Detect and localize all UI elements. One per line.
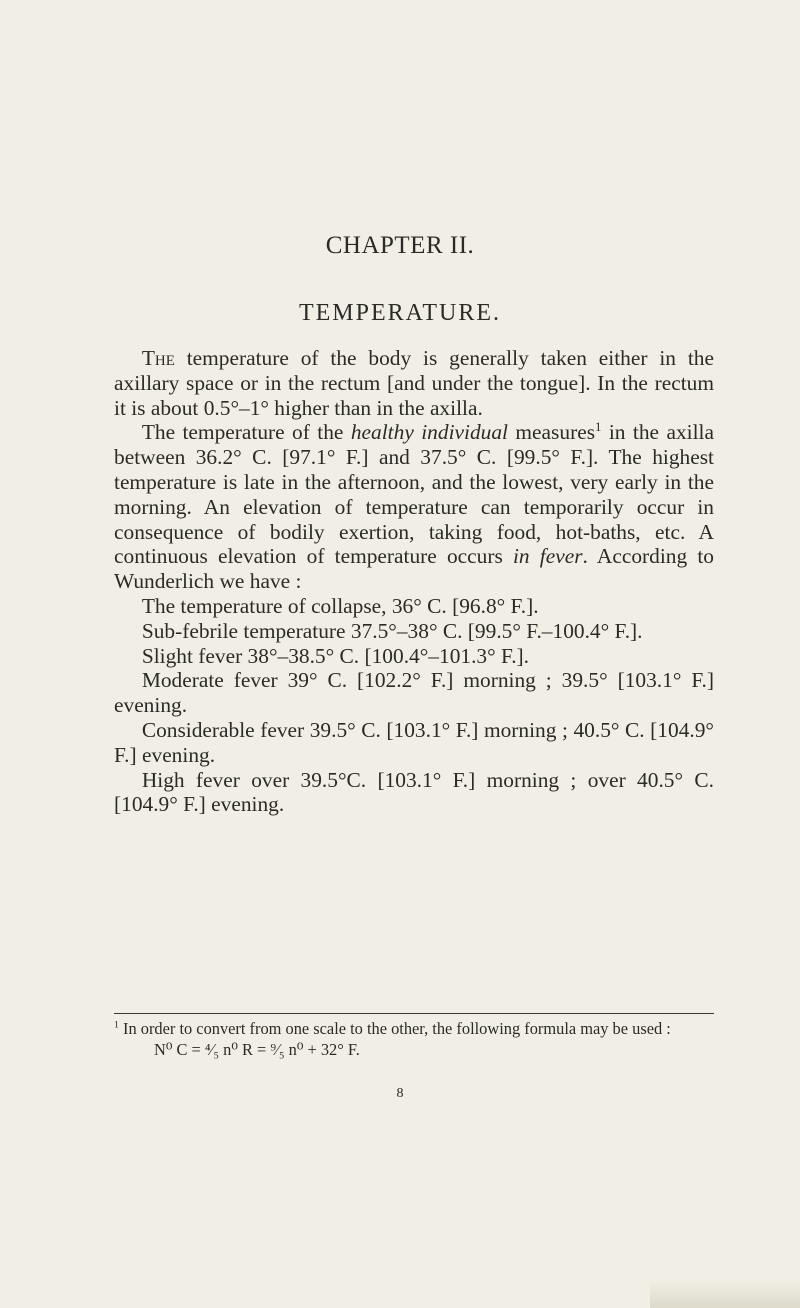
paragraph-intro-text: temperature of the body is generally taken either in the axillary space or in the rectum [and under the tongue]. In the rectum it is about 0.5°–1° higher than in the axilla. [114, 346, 714, 420]
page-number: 8 [396, 1086, 404, 1101]
paragraph-healthy-part-c: in the axilla between 36.2° C. [97.1° F.] and 37.5° C. [99.5° F.]. The highest temperature is late in the afternoon, and the lowest, very early in the morning. An elevation of temperature can temporarily occur in consequence of bodily exertion, taking food, hot-baths, etc. A continuous elevation of temperature occurs [114, 420, 714, 569]
list-item-considerable-fever: Considerable fever 39.5° C. [103.1° F.] morning ; 40.5° C. [104.9° F.] evening. [114, 717, 714, 767]
emphasis-healthy-individual: healthy individual [350, 420, 508, 445]
emphasis-in-fever: in fever [512, 544, 583, 569]
page-edge-stain [650, 1280, 800, 1308]
page-title: TEMPERATURE. [298, 300, 501, 326]
list-item-slight-fever: Slight fever 38°–38.5° C. [100.4°–101.3° F.]. [141, 643, 530, 668]
footnote-marker: 1 [114, 1019, 119, 1031]
footnote-text [114, 1018, 714, 1039]
footnote-formula: N⁰ C = ⁴⁄₅ n⁰ R = ⁹⁄₅ n⁰ + 32° F. [154, 1040, 360, 1059]
footnote-body: In order to convert from one scale to the other, the following formula may be used : [118, 1019, 671, 1038]
chapter-heading: CHAPTER II. [325, 232, 475, 259]
paragraph-healthy [114, 420, 714, 594]
body-text [114, 346, 714, 817]
list-item-collapse: The temperature of collapse, 36° C. [96.8° F.]. [141, 593, 539, 618]
footnote-divider [114, 1013, 714, 1014]
list-item-subfebrile: Sub-febrile temperature 37.5°–38° C. [99.5° F.–100.4° F.]. [141, 618, 643, 643]
footnote-reference: 1 [595, 420, 602, 435]
paragraph-healthy-part-b: measures [508, 420, 596, 445]
list-item-moderate-fever: Moderate fever 39° C. [102.2° F.] morning ; 39.5° [103.1° F.] evening. [114, 668, 714, 718]
paragraph-healthy-part-a: The temperature of the [141, 420, 351, 445]
paragraph-intro [114, 346, 714, 420]
list-item-high-fever: High fever over 39.5°C. [103.1° F.] morning ; over 40.5° C. [104.9° F.] evening. [114, 767, 714, 817]
paragraph-lead-word: The [141, 346, 175, 370]
paragraph-healthy-part-d: . According to Wunderlich we have : [114, 544, 714, 594]
footnote [114, 1018, 714, 1060]
